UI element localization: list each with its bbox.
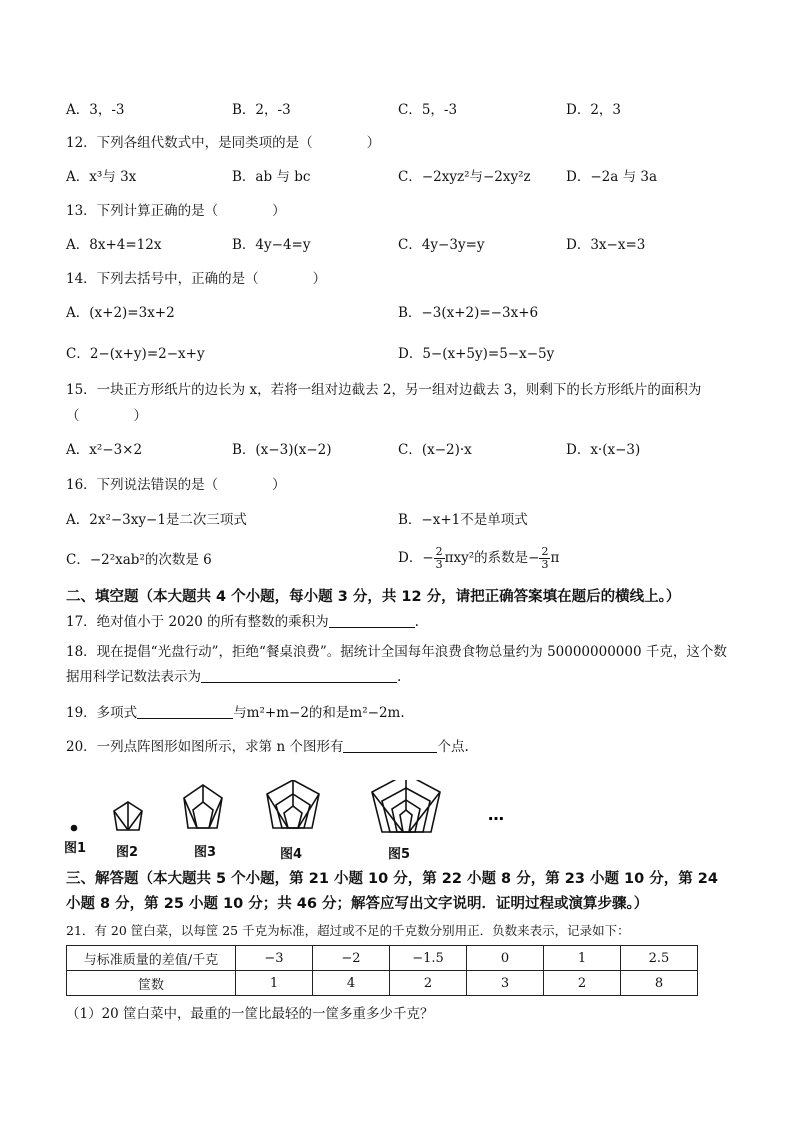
section-3-heading-line2: 小题 8 分，第 25 小题 10 分；共 46 分；解答应写出文字说明．证明过程或演算步骤。） — [66, 896, 649, 912]
fig5-label: 图5 — [388, 847, 411, 862]
q16-option-c: C．−2²xab²的次数是 6 — [66, 552, 212, 568]
table-cell: 8 — [621, 971, 698, 996]
q16-stem: 16．下列说法错误的是（ ） — [66, 477, 286, 493]
q21-record-table — [66, 945, 698, 996]
q16-option-d: D．− $\frac{2}{3}$ πxy²的系数是− $\frac{2}{3}$ π — [398, 545, 560, 571]
q17-answer-blank[interactable] — [329, 613, 415, 628]
q11-option-a: A．3，-3 — [66, 102, 125, 118]
fig1-dot — [72, 826, 77, 831]
q18-answer-blank[interactable] — [201, 668, 397, 683]
q13-option-a: A．8x+4=12x — [66, 237, 162, 253]
q14-option-d: D．5−(x+5y)=5−x−5y — [398, 346, 555, 362]
table-row — [67, 946, 698, 971]
q15-option-a: A．x²−3×2 — [66, 442, 143, 458]
dot-lattice-figure — [60, 780, 530, 868]
fig5-shape — [372, 780, 440, 832]
table-row — [67, 971, 698, 996]
table-cell: 0 — [467, 946, 544, 971]
fig4-shape — [267, 780, 319, 828]
q15-stem: 15．一块正方形纸片的边长为 x，若将一组对边截去 2，另一组对边截去 3，则剩下的长方形纸片的面积为 — [66, 382, 702, 398]
fig2-shape — [114, 802, 142, 830]
q11-option-c: C．5，-3 — [398, 102, 458, 118]
q17: 17．绝对值小于 2020 的所有整数的乘积为 . — [66, 614, 419, 630]
q20: 20．一列点阵图形如图所示，求第 n 个图形有 个点. — [66, 739, 469, 755]
fraction-two-thirds: $\frac{2}{3}$ — [435, 545, 443, 571]
q15-stem-bracket: （ ） — [66, 408, 147, 424]
fraction-two-thirds: $\frac{2}{3}$ — [541, 545, 549, 571]
q13-option-c: C．4y−3y=y — [398, 237, 485, 253]
table-cell: 2 — [390, 971, 467, 996]
figure-ellipsis: … — [488, 805, 504, 824]
table-header: 筐数 — [67, 971, 236, 996]
q21-stem: 21．有 20 筐白菜，以每筐 25 千克为标准，超过或不足的千克数分别用正．负数来表示，记录如下： — [66, 923, 630, 938]
q14-option-b: B．−3(x+2)=−3x+6 — [398, 305, 539, 321]
q14-stem: 14．下列去括号中，正确的是（ ） — [66, 271, 327, 287]
table-cell: 1 — [236, 971, 313, 996]
table-cell: 2 — [544, 971, 621, 996]
table-cell: −3 — [236, 946, 313, 971]
q11-option-b: B．2，-3 — [232, 102, 291, 118]
q12-option-b: B．ab 与 bc — [232, 169, 311, 185]
table-cell: 4 — [313, 971, 390, 996]
q14-option-c: C．2−(x+y)=2−x+y — [66, 346, 205, 362]
fig1-label: 图1 — [64, 841, 87, 856]
q15-option-c: C．(x−2)·x — [398, 442, 472, 458]
fig3-label: 图3 — [194, 845, 217, 860]
q20-answer-blank[interactable] — [343, 738, 437, 753]
q19: 19．多项式 与m²+m−2的和是m²−2m. — [66, 705, 405, 721]
table-cell: 3 — [467, 971, 544, 996]
q15-option-b: B．(x−3)(x−2) — [232, 442, 332, 458]
q18-line2: 据用科学记数法表示为 . — [66, 669, 402, 685]
q16-option-b: B．−x+1不是单项式 — [398, 512, 528, 528]
q13-stem: 13．下列计算正确的是（ ） — [66, 203, 286, 219]
q12-option-c: C．−2xyz²与−2xy²z — [398, 169, 531, 185]
section-2-heading: 二、填空题（本大题共 4 个小题，每小题 3 分，共 12 分，请把正确答案填在题后的横线上。） — [66, 589, 681, 605]
table-cell: −2 — [313, 946, 390, 971]
q21-subquestion-1: （1）20 筐白菜中，最重的一筐比最轻的一筐多重多少千克？ — [66, 1006, 434, 1022]
q12-option-a: A．x³与 3x — [66, 169, 137, 185]
fig2-label: 图2 — [116, 845, 139, 860]
fig4-label: 图4 — [280, 847, 303, 862]
table-cell: 2.5 — [621, 946, 698, 971]
q13-option-d: D．3x−x=3 — [566, 237, 646, 253]
table-cell: 1 — [544, 946, 621, 971]
q14-option-a: A．(x+2)=3x+2 — [66, 305, 175, 321]
table-header: 与标准质量的差值/千克 — [67, 946, 236, 971]
q13-option-b: B．4y−4=y — [232, 237, 311, 253]
q18-line1: 18．现在提倡“光盘行动”，拒绝“餐桌浪费”。据统计全国每年浪费食物总量约为 50000000000 千克，这个数 — [66, 644, 727, 660]
fig3-shape — [184, 785, 222, 828]
q12-stem: 12．下列各组代数式中，是同类项的是（ ） — [66, 135, 381, 151]
q11-option-d: D．2，3 — [566, 102, 622, 118]
q15-option-d: D．x·(x−3) — [566, 442, 641, 458]
table-cell: −1.5 — [390, 946, 467, 971]
q19-answer-blank[interactable] — [137, 704, 233, 719]
q12-option-d: D．−2a 与 3a — [566, 169, 657, 185]
section-3-heading-line1: 三、解答题（本大题共 5 个小题，第 21 小题 10 分，第 22 小题 8 分，第 23 小题 10 分，第 24 — [66, 871, 718, 887]
q16-option-a: A．2x²−3xy−1是二次三项式 — [66, 512, 247, 528]
